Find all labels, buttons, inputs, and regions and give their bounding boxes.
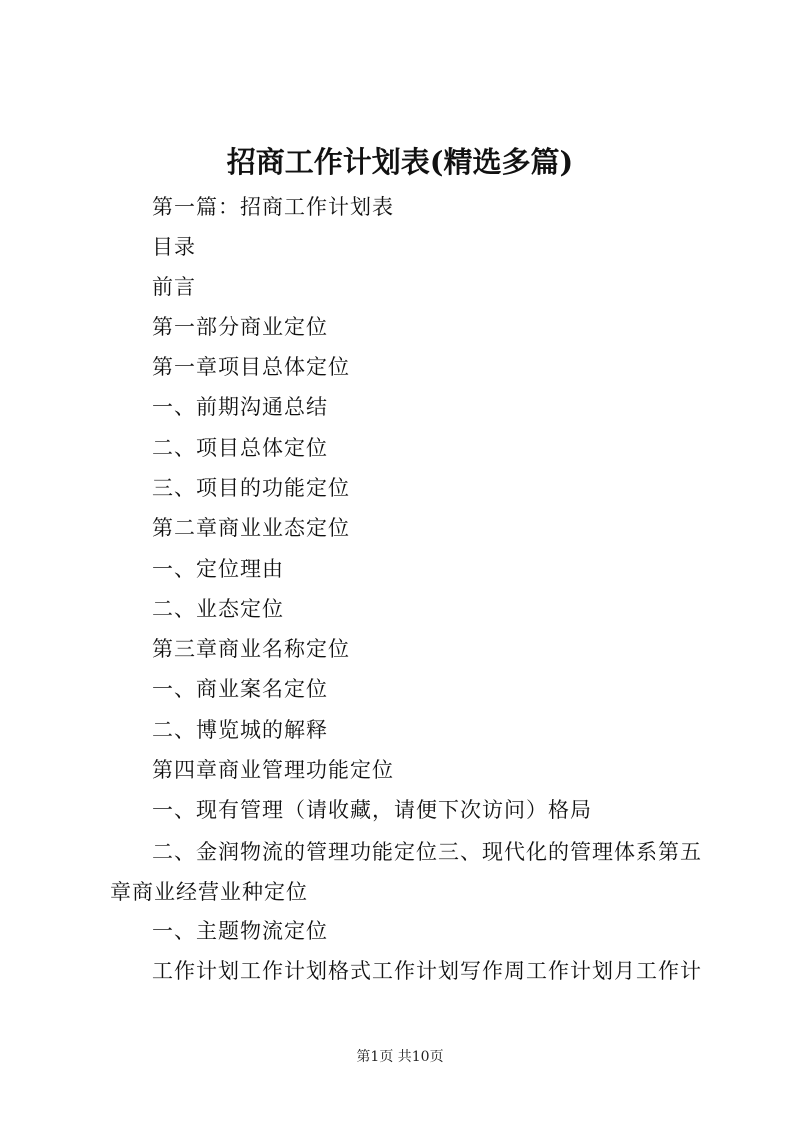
body-line: 第一部分商业定位 [152,315,328,339]
document-title: 招商工作计划表(精选多篇) [226,145,574,179]
body-line: 前言 [152,275,196,299]
body-line: 第四章商业管理功能定位 [152,758,394,782]
body-line: 第二章商业业态定位 [152,516,350,540]
body-line: 第一篇：招商工作计划表 [152,195,394,219]
body-line: 工作计划工作计划格式工作计划写作周工作计划月工作计 [152,959,702,983]
body-line: 二、业态定位 [152,597,284,621]
body-line: 二、金润物流的管理功能定位三、现代化的管理体系第五章商业经营业种定位 [110,840,702,904]
body-line: 一、现有管理（请收藏，请便下次访问）格局 [152,798,592,822]
page-footer: 第1页 共10页 [356,1049,444,1065]
body-line: 二、博览城的解释 [152,718,328,742]
body-line: 三、项目的功能定位 [152,476,350,500]
body-line: 一、商业案名定位 [152,677,328,701]
body-line: 二、项目总体定位 [152,436,328,460]
body-line: 一、定位理由 [152,557,284,581]
body-line: 第三章商业名称定位 [152,637,350,661]
body-line: 目录 [152,235,196,259]
body-line: 一、主题物流定位 [152,919,328,943]
body-line: 第一章项目总体定位 [152,355,350,379]
body-line: 一、前期沟通总结 [152,395,328,419]
